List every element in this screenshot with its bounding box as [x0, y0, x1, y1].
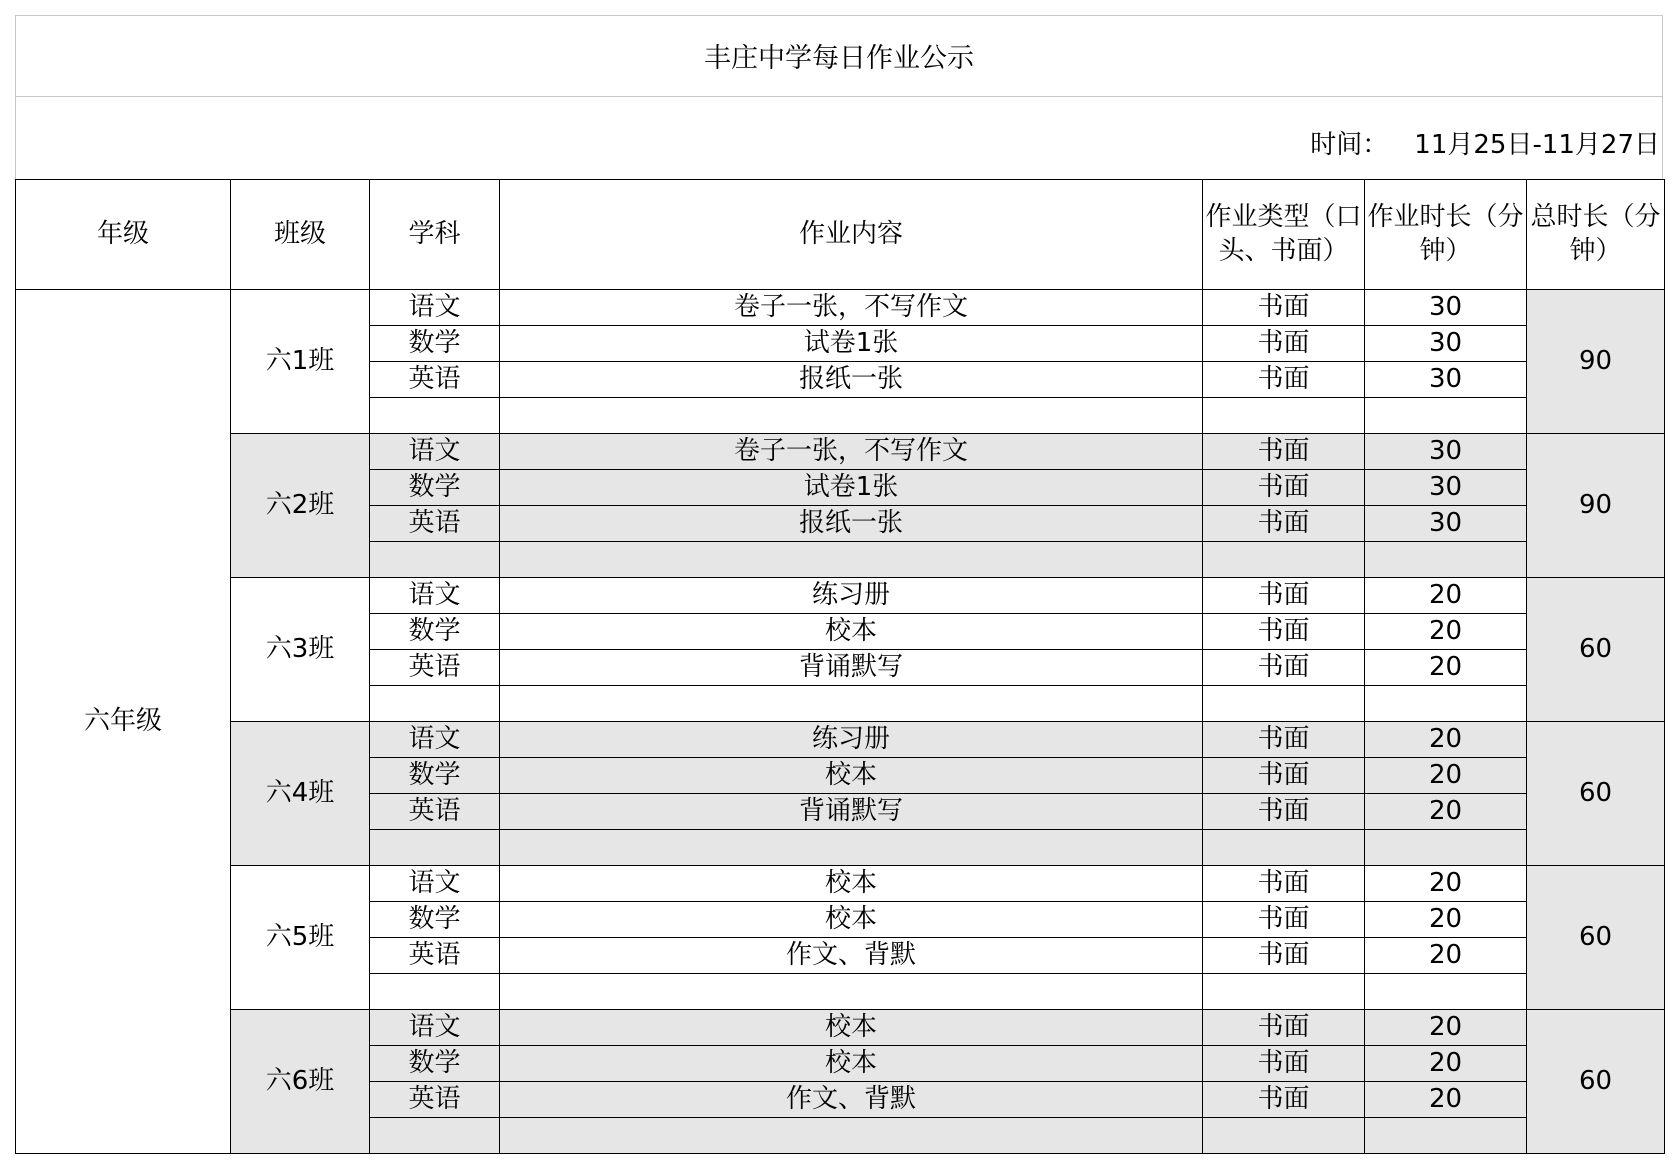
- type-cell: 书面: [1203, 290, 1365, 326]
- duration-cell: 30: [1365, 290, 1527, 326]
- type-cell: 书面: [1203, 506, 1365, 542]
- type-cell: 书面: [1203, 326, 1365, 362]
- content-cell: 背诵默写: [500, 794, 1203, 830]
- type-cell: 书面: [1203, 794, 1365, 830]
- duration-cell: 20: [1365, 902, 1527, 938]
- subject-cell: [370, 398, 500, 434]
- content-cell: 报纸一张: [500, 362, 1203, 398]
- date-label: 时间：: [1310, 130, 1389, 160]
- duration-cell: 20: [1365, 1046, 1527, 1082]
- page-title: 丰庄中学每日作业公示: [15, 15, 1663, 97]
- total-cell: 90: [1527, 434, 1665, 578]
- table-body: [16, 290, 1665, 1154]
- class-cell: 六2班: [231, 434, 370, 578]
- header-content: 作业内容: [500, 180, 1203, 290]
- content-cell: [500, 542, 1203, 578]
- subject-cell: 英语: [370, 1082, 500, 1118]
- subject-cell: 英语: [370, 794, 500, 830]
- duration-cell: 30: [1365, 434, 1527, 470]
- content-cell: 卷子一张，不写作文: [500, 290, 1203, 326]
- duration-cell: [1365, 542, 1527, 578]
- content-cell: 校本: [500, 902, 1203, 938]
- duration-cell: [1365, 686, 1527, 722]
- duration-cell: 20: [1365, 578, 1527, 614]
- duration-cell: 20: [1365, 614, 1527, 650]
- subject-cell: 语文: [370, 578, 500, 614]
- class-cell: 六4班: [231, 722, 370, 866]
- type-cell: 书面: [1203, 1010, 1365, 1046]
- type-cell: 书面: [1203, 1046, 1365, 1082]
- header-subject: 学科: [370, 180, 500, 290]
- duration-cell: 30: [1365, 506, 1527, 542]
- content-cell: 校本: [500, 758, 1203, 794]
- total-cell: 60: [1527, 1010, 1665, 1154]
- subject-cell: 数学: [370, 1046, 500, 1082]
- date-range: 11月25日-11月27日: [1414, 130, 1660, 160]
- subject-cell: [370, 974, 500, 1010]
- type-cell: [1203, 830, 1365, 866]
- table-row: [16, 722, 1665, 758]
- duration-cell: 20: [1365, 1082, 1527, 1118]
- duration-cell: [1365, 1118, 1527, 1154]
- header-class: 班级: [231, 180, 370, 290]
- type-cell: 书面: [1203, 866, 1365, 902]
- content-cell: [500, 974, 1203, 1010]
- duration-cell: 20: [1365, 866, 1527, 902]
- content-cell: 试卷1张: [500, 470, 1203, 506]
- type-cell: 书面: [1203, 758, 1365, 794]
- subject-cell: 语文: [370, 866, 500, 902]
- duration-cell: 20: [1365, 794, 1527, 830]
- header-row: [16, 180, 1665, 290]
- content-cell: [500, 1118, 1203, 1154]
- subject-cell: 语文: [370, 434, 500, 470]
- subject-cell: 英语: [370, 506, 500, 542]
- type-cell: 书面: [1203, 1082, 1365, 1118]
- type-cell: [1203, 974, 1365, 1010]
- subject-cell: [370, 1118, 500, 1154]
- content-cell: 校本: [500, 1046, 1203, 1082]
- table-row: [16, 578, 1665, 614]
- subject-cell: 英语: [370, 650, 500, 686]
- type-cell: 书面: [1203, 470, 1365, 506]
- total-cell: 60: [1527, 578, 1665, 722]
- total-cell: 90: [1527, 290, 1665, 434]
- type-cell: 书面: [1203, 722, 1365, 758]
- subject-cell: [370, 542, 500, 578]
- duration-cell: 30: [1365, 326, 1527, 362]
- header-total: 总时长（分钟）: [1527, 180, 1665, 290]
- duration-cell: 30: [1365, 362, 1527, 398]
- duration-cell: 20: [1365, 722, 1527, 758]
- subject-cell: 语文: [370, 722, 500, 758]
- type-cell: [1203, 398, 1365, 434]
- content-cell: 作文、背默: [500, 938, 1203, 974]
- content-cell: 报纸一张: [500, 506, 1203, 542]
- content-cell: 试卷1张: [500, 326, 1203, 362]
- type-cell: [1203, 1118, 1365, 1154]
- header-grade: 年级: [16, 180, 231, 290]
- header-duration: 作业时长（分钟）: [1365, 180, 1527, 290]
- content-cell: 作文、背默: [500, 1082, 1203, 1118]
- type-cell: 书面: [1203, 614, 1365, 650]
- subject-cell: 语文: [370, 1010, 500, 1046]
- date-line: [1310, 124, 1660, 161]
- content-cell: 校本: [500, 1010, 1203, 1046]
- subject-cell: 数学: [370, 470, 500, 506]
- total-cell: 60: [1527, 722, 1665, 866]
- duration-cell: 30: [1365, 470, 1527, 506]
- duration-cell: [1365, 830, 1527, 866]
- subject-cell: 数学: [370, 326, 500, 362]
- subject-cell: 数学: [370, 758, 500, 794]
- type-cell: [1203, 686, 1365, 722]
- subject-cell: 英语: [370, 362, 500, 398]
- content-cell: 校本: [500, 614, 1203, 650]
- subject-cell: 数学: [370, 614, 500, 650]
- type-cell: 书面: [1203, 938, 1365, 974]
- type-cell: 书面: [1203, 434, 1365, 470]
- subject-cell: 语文: [370, 290, 500, 326]
- duration-cell: 20: [1365, 650, 1527, 686]
- type-cell: [1203, 542, 1365, 578]
- grade-cell: 六年级: [16, 290, 231, 1154]
- content-cell: 校本: [500, 866, 1203, 902]
- class-cell: 六5班: [231, 866, 370, 1010]
- duration-cell: 20: [1365, 758, 1527, 794]
- content-cell: [500, 686, 1203, 722]
- subject-cell: [370, 830, 500, 866]
- table-row: [16, 434, 1665, 470]
- total-cell: 60: [1527, 866, 1665, 1010]
- content-cell: 卷子一张，不写作文: [500, 434, 1203, 470]
- subject-cell: 英语: [370, 938, 500, 974]
- subject-cell: 数学: [370, 902, 500, 938]
- type-cell: 书面: [1203, 902, 1365, 938]
- subject-cell: [370, 686, 500, 722]
- homework-table: [15, 179, 1665, 1154]
- content-cell: 练习册: [500, 578, 1203, 614]
- type-cell: 书面: [1203, 362, 1365, 398]
- table-row: [16, 1010, 1665, 1046]
- content-cell: 背诵默写: [500, 650, 1203, 686]
- duration-cell: 20: [1365, 1010, 1527, 1046]
- content-cell: [500, 398, 1203, 434]
- type-cell: 书面: [1203, 650, 1365, 686]
- content-cell: [500, 830, 1203, 866]
- table-row: [16, 290, 1665, 326]
- duration-cell: [1365, 974, 1527, 1010]
- content-cell: 练习册: [500, 722, 1203, 758]
- table-row: [16, 866, 1665, 902]
- duration-cell: 20: [1365, 938, 1527, 974]
- class-cell: 六6班: [231, 1010, 370, 1154]
- header-type: 作业类型（口头、书面）: [1203, 180, 1365, 290]
- type-cell: 书面: [1203, 578, 1365, 614]
- class-cell: 六3班: [231, 578, 370, 722]
- duration-cell: [1365, 398, 1527, 434]
- class-cell: 六1班: [231, 290, 370, 434]
